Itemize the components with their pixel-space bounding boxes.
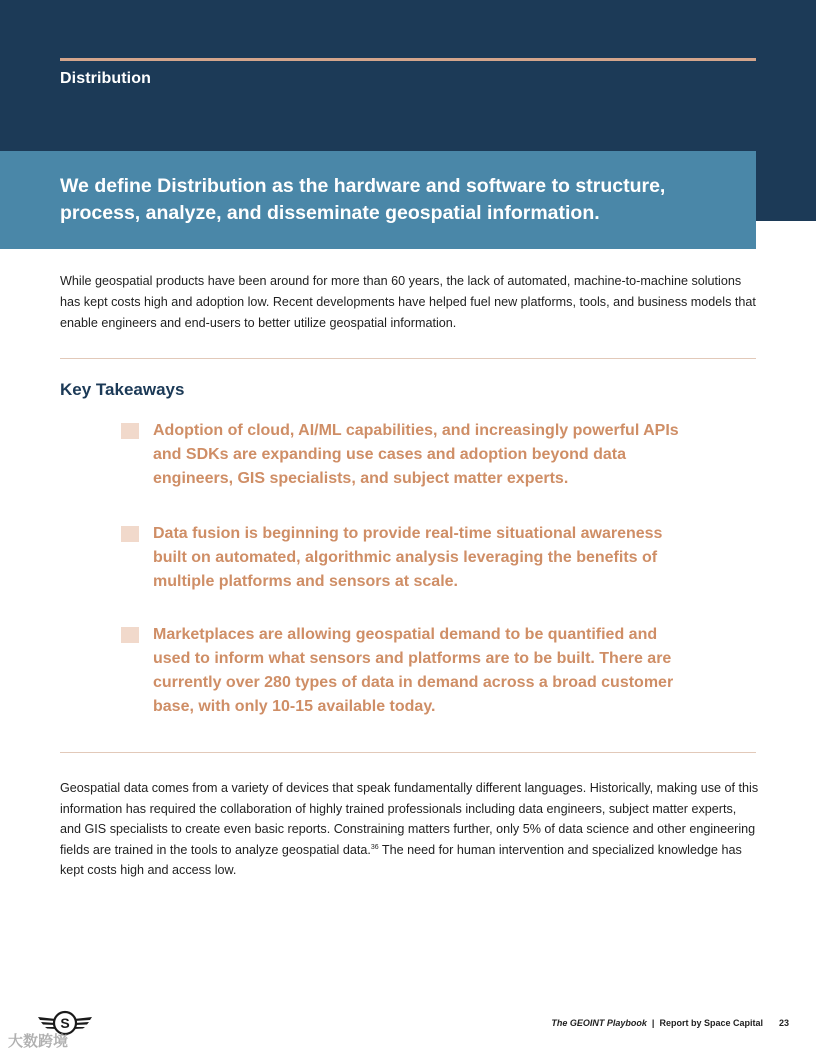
section-label: Distribution <box>60 70 151 87</box>
takeaway-text: Data fusion is beginning to provide real-time situational awareness built on automated, algorithmic analysis leveraging the benefits of multiple platforms and sensors at scale. <box>153 525 663 590</box>
footer-separator: | <box>651 1018 655 1028</box>
publication-title: The GEOINT Playbook <box>551 1018 647 1028</box>
report-credit: Report by Space Capital <box>659 1018 763 1028</box>
square-bullet-icon <box>121 423 139 439</box>
key-takeaways-heading: Key Takeaways <box>60 380 185 399</box>
header-rule <box>60 58 756 61</box>
takeaway-text: Marketplaces are allowing geospatial demand to be quantified and used to inform what sensors and platforms are to be built. There are currently over 280 types of data in demand across a broad customer base, with only 10-15 available today. <box>153 626 674 715</box>
page-number: 23 <box>778 1018 789 1028</box>
intro-paragraph: While geospatial products have been around for more than 60 years, the lack of automated, machine-to-machine solutions has kept costs high and adoption low. Recent developments have helped fuel new platforms, tools, and business models that enable engineers and end-users to better utilize geospatial information. <box>60 274 756 330</box>
footnote-ref[interactable]: 36 <box>370 843 379 851</box>
watermark-text: 大数跨境 <box>8 1032 69 1050</box>
page-footer <box>551 1018 789 1028</box>
square-bullet-icon <box>121 526 139 542</box>
body-text: Geospatial data comes from a variety of devices that speak fundamentally different languages. Historically, making use of this information has required the collaboration of highly trained professionals including data engineers, subject matter experts, and GIS specialists to create even basic reports. Constraining matters further, only 5% of data science and other engineering fields are trained in the tools to analyze geospatial data. <box>60 781 759 857</box>
body-paragraph <box>60 778 760 881</box>
square-bullet-icon <box>121 627 139 643</box>
divider-bottom <box>60 752 756 753</box>
takeaway-text: Adoption of cloud, AI/ML capabilities, and increasingly powerful APIs and SDKs are expanding use cases and adoption beyond data engineers, GIS specialists, and subject matter experts. <box>153 422 679 487</box>
body-text-end: The need for human intervention and specialized knowledge has kept costs high and access low. <box>60 842 742 877</box>
definition-text: We define Distribution as the hardware and software to structure, process, analyze, and disseminate geospatial information. <box>60 175 666 224</box>
logo-letter: S <box>60 1015 70 1031</box>
divider-top <box>60 358 756 359</box>
